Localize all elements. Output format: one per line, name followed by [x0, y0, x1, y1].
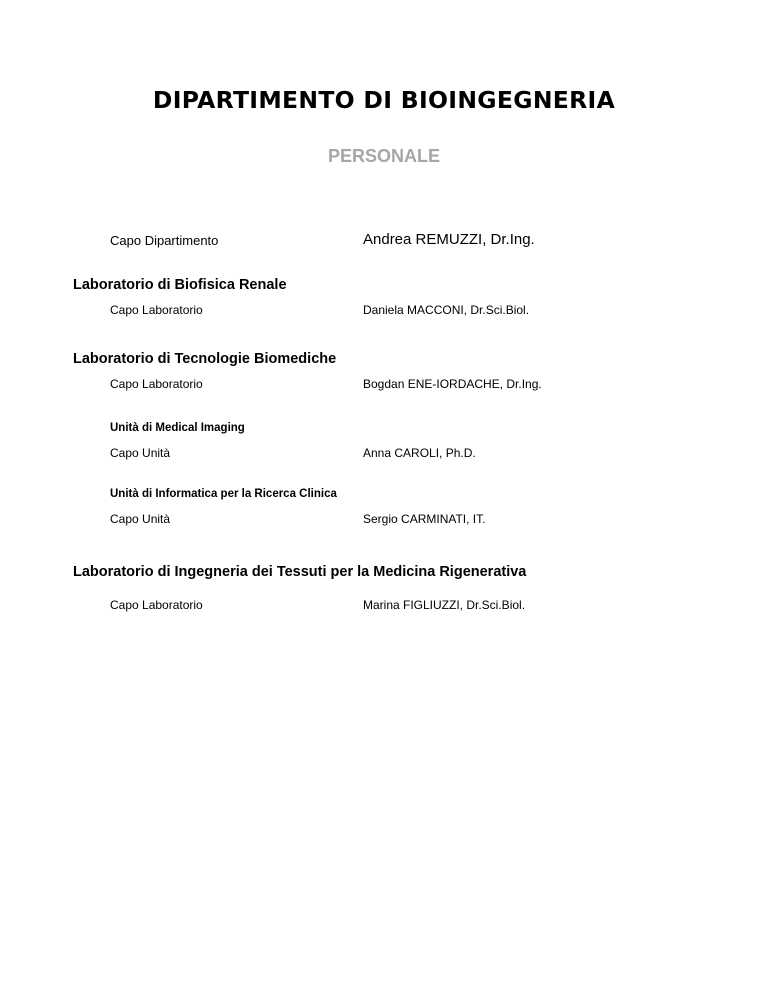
person-name: Marina FIGLIUZZI, Dr.Sci.Biol.: [363, 598, 526, 612]
section-title-ingegneria-tessuti: Laboratorio di Ingegneria dei Tessuti per la Medicina Rigenerativa: [73, 564, 527, 580]
page-title: DIPARTIMENTO DI BIOINGEGNERIA: [152, 86, 616, 114]
page-subtitle: PERSONALE: [327, 146, 441, 166]
unit-title-medical-imaging: Unità di Medical Imaging: [110, 422, 245, 434]
head-role: Capo Dipartimento: [110, 233, 219, 248]
person-name: Daniela MACCONI, Dr.Sci.Biol.: [363, 303, 530, 317]
role-label: Capo Laboratorio: [110, 598, 203, 612]
role-label: Capo Laboratorio: [110, 303, 203, 317]
person-name: Bogdan ENE-IORDACHE, Dr.Ing.: [363, 377, 542, 391]
person-name: Sergio CARMINATI, IT.: [363, 512, 486, 526]
person-name: Anna CAROLI, Ph.D.: [363, 446, 476, 460]
role-label: Capo Unità: [110, 446, 171, 460]
section-title-biofisica-renale: Laboratorio di Biofisica Renale: [73, 277, 287, 293]
role-label: Capo Unità: [110, 512, 171, 526]
unit-title-informatica: Unità di Informatica per la Ricerca Clinica: [110, 488, 337, 500]
role-label: Capo Laboratorio: [110, 377, 203, 391]
head-person: Andrea REMUZZI, Dr.Ing.: [363, 231, 535, 248]
section-title-tecnologie-biomediche: Laboratorio di Tecnologie Biomediche: [73, 351, 337, 367]
